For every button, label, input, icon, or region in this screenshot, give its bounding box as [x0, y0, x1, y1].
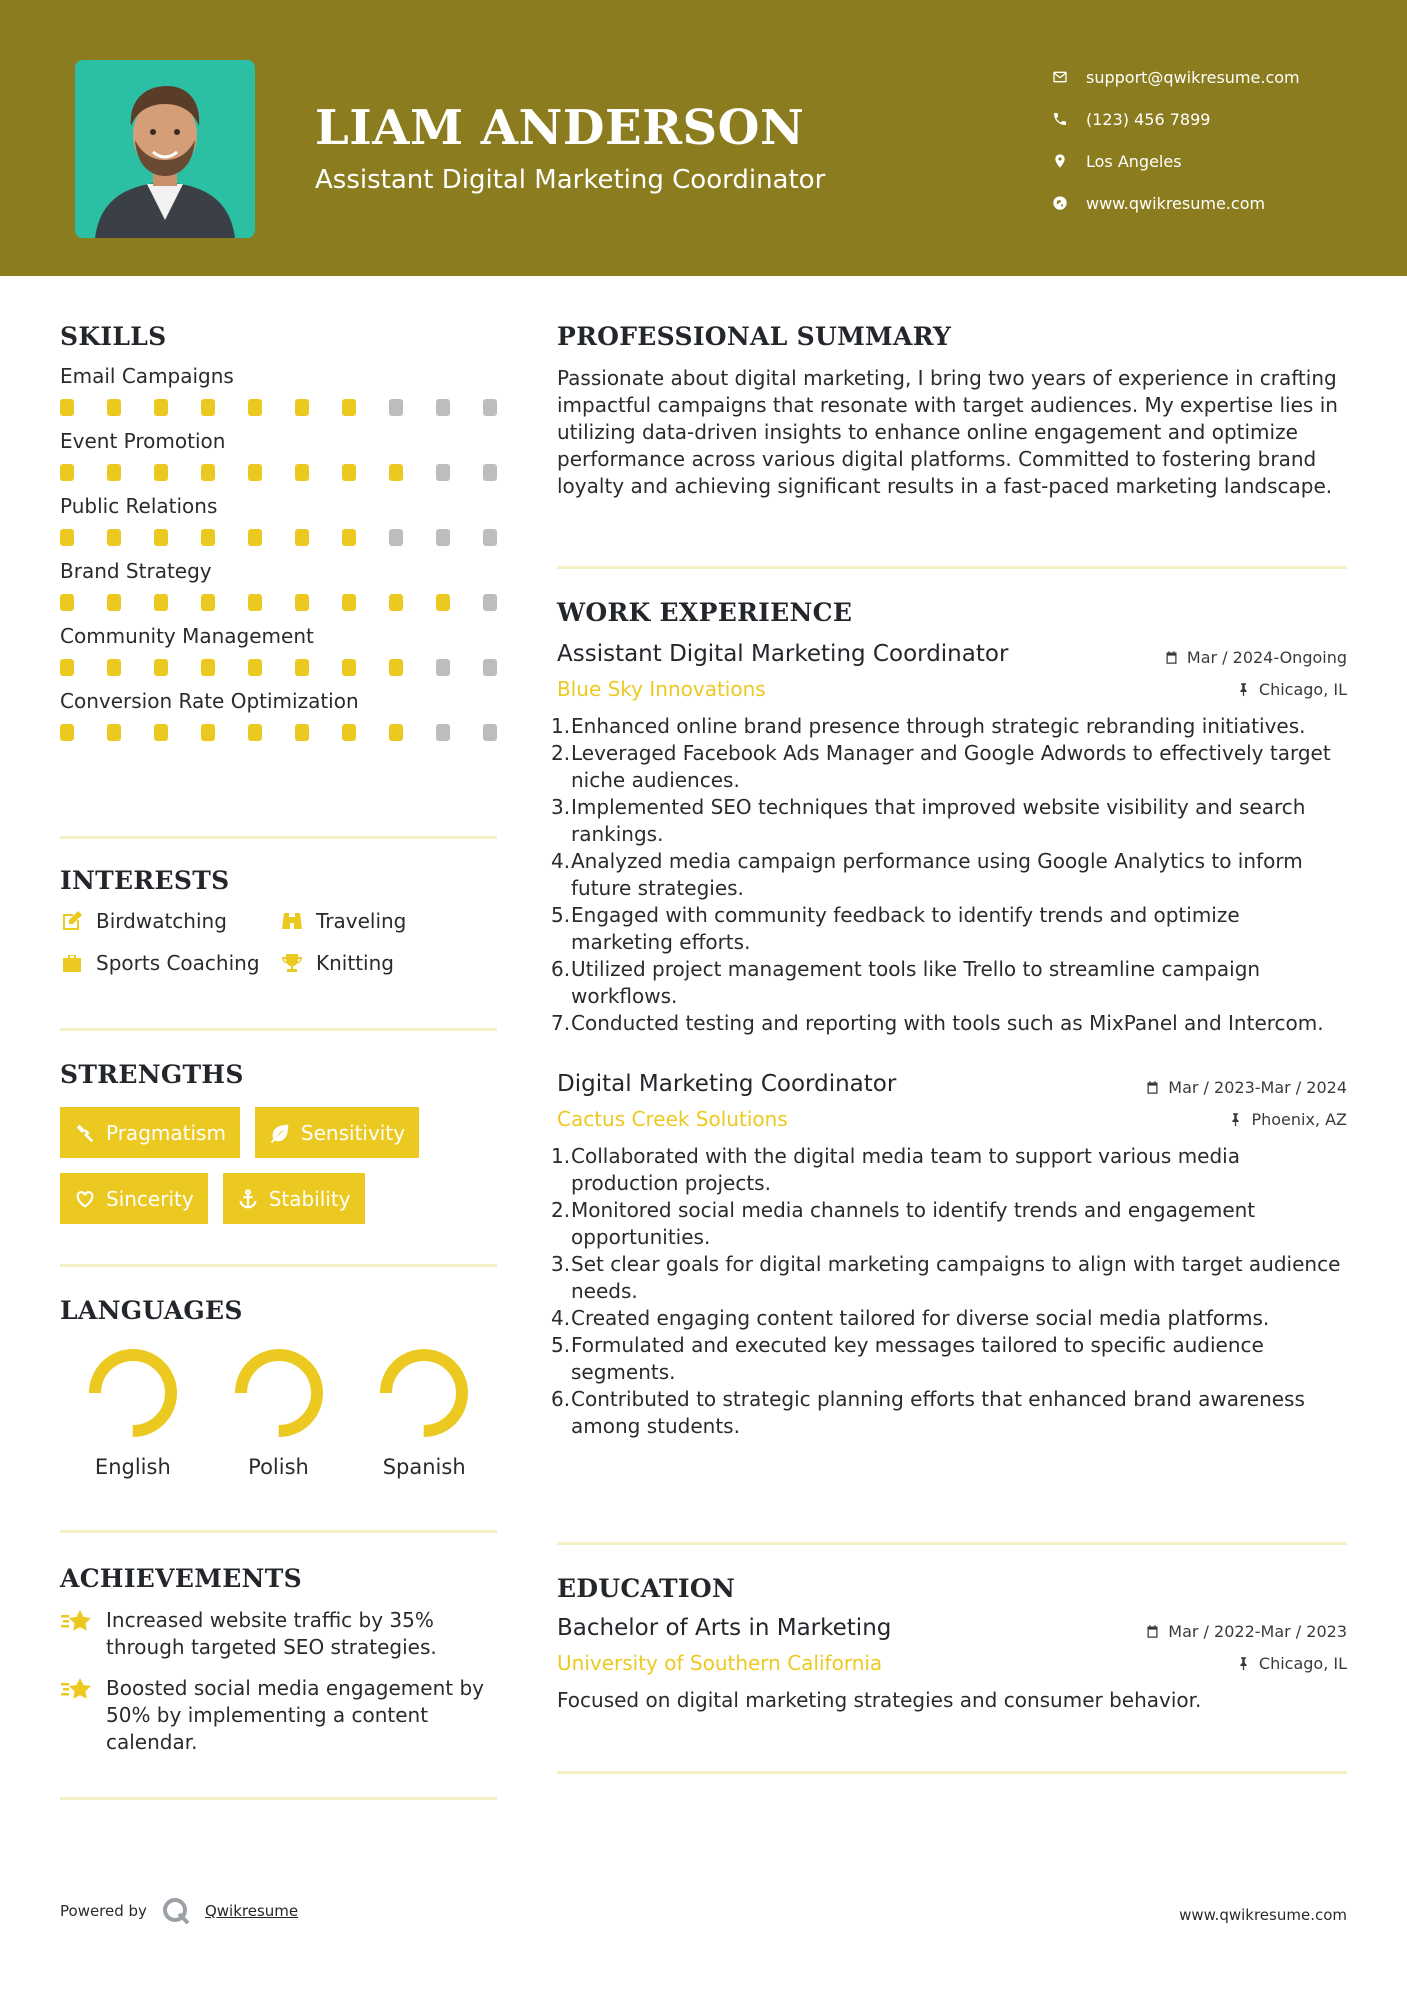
skills-list	[60, 361, 497, 741]
skill-name: Public Relations	[60, 494, 218, 518]
skill-name: Email Campaigns	[60, 364, 234, 388]
skill-name: Conversion Rate Optimization	[60, 689, 359, 713]
skill-name: Community Management	[60, 624, 314, 648]
rating-dot-filled	[295, 529, 309, 546]
bullet-number: 4.	[551, 1306, 571, 1330]
phone-icon	[1050, 109, 1070, 129]
job-company: Cactus Creek Solutions	[557, 1107, 788, 1131]
strength-label: Sincerity	[106, 1186, 194, 1211]
rating-dot-filled	[60, 659, 74, 676]
rating-dot-filled	[295, 464, 309, 481]
education-sub	[557, 1651, 1347, 1675]
rating-dot-filled	[154, 464, 168, 481]
education-section	[557, 1574, 1347, 1714]
skill-rating	[60, 464, 497, 481]
contact-website-text: www.qwikresume.com	[1086, 193, 1266, 213]
education-degree: Bachelor of Arts in Marketing	[557, 1615, 892, 1641]
job-bullet	[551, 848, 1347, 902]
language-name: Spanish	[382, 1455, 466, 1479]
rating-dot-filled	[154, 724, 168, 741]
contact-list	[1050, 56, 1380, 224]
language-level-gauge	[231, 1345, 327, 1441]
jobs-list	[551, 641, 1347, 1440]
interests-section	[60, 866, 497, 975]
interest-item	[280, 951, 500, 975]
language-item	[206, 1345, 352, 1479]
languages-list	[60, 1345, 497, 1479]
rating-dot-empty	[389, 399, 403, 416]
strength-label: Stability	[268, 1186, 351, 1211]
bullet-number: 5.	[551, 903, 571, 927]
rating-dot-filled	[389, 659, 403, 676]
contact-location-text: Los Angeles	[1086, 151, 1182, 171]
job-role: Digital Marketing Coordinator	[557, 1071, 897, 1097]
experience-title: WORK EXPERIENCE	[557, 598, 853, 627]
skill-name: Brand Strategy	[60, 559, 212, 583]
strength-chip	[60, 1173, 208, 1224]
interests-list	[60, 909, 497, 975]
rating-dot-filled	[342, 659, 356, 676]
contact-email-text: support@qwikresume.com	[1086, 67, 1300, 87]
interest-item	[60, 951, 280, 975]
divider	[60, 1797, 497, 1800]
pencil-square-icon	[60, 909, 84, 933]
strengths-section	[60, 1060, 497, 1224]
divider	[60, 1264, 497, 1267]
job-location-text: Phoenix, AZ	[1251, 1109, 1347, 1129]
rating-dot-empty	[436, 399, 450, 416]
binoculars-icon	[280, 909, 304, 933]
rating-dot-filled	[107, 724, 121, 741]
bullet-text: Utilized project management tools like Trello to streamline campaign workflows.	[571, 957, 1261, 1008]
calendar-icon	[1164, 650, 1179, 665]
skill-item	[60, 686, 497, 741]
achievement-item	[60, 1675, 497, 1756]
qwikresume-link[interactable]: Qwikresume	[204, 1902, 299, 1920]
job-bullet	[551, 740, 1347, 794]
interest-item	[280, 909, 500, 933]
rating-dot-filled	[342, 399, 356, 416]
rating-dot-empty	[483, 724, 497, 741]
job-dates	[1164, 648, 1347, 667]
skill-rating	[60, 399, 497, 416]
candidate-title: Assistant Digital Marketing Coordinator	[315, 165, 826, 195]
summary-text: Passionate about digital marketing, I bring two years of experience in crafting impactful campaigns that resonate with target audiences. My expertise lies in utilizing data-driven insights to enhance online engagement and optimize performance across various digital platforms. Committed to fostering brand loyalty and achieving significant results in a fast-paced marketing landscape.	[557, 366, 1338, 498]
bullet-number: 7.	[551, 1011, 571, 1035]
heart-icon	[74, 1188, 96, 1210]
bullet-number: 2.	[551, 1198, 571, 1222]
footer-branding	[60, 1896, 298, 1926]
bullet-number: 3.	[551, 1252, 571, 1276]
job-bullet	[551, 1386, 1347, 1440]
experience-section	[551, 598, 1347, 1440]
skills-section	[60, 322, 497, 741]
languages-section	[60, 1296, 497, 1479]
language-level-arc	[386, 1355, 462, 1431]
skill-item	[60, 556, 497, 611]
rating-dot-filled	[248, 464, 262, 481]
rating-dot-filled	[201, 464, 215, 481]
profile-photo	[75, 60, 255, 238]
education-title: EDUCATION	[557, 1574, 736, 1603]
rating-dot-filled	[154, 399, 168, 416]
powered-by-text: Powered by	[60, 1902, 147, 1920]
bullet-text: Analyzed media campaign performance using Google Analytics to inform future strategies.	[571, 849, 1303, 900]
pushpin-icon	[1236, 1656, 1251, 1671]
job-bullet	[551, 956, 1347, 1010]
job-dates-text: Mar / 2024-Ongoing	[1186, 648, 1347, 667]
interest-item	[60, 909, 280, 933]
language-item	[351, 1345, 497, 1479]
job-bullet	[551, 1251, 1347, 1305]
globe-icon	[1050, 193, 1070, 213]
candidate-name: LIAM ANDERSON	[315, 100, 805, 156]
rating-dot-filled	[154, 659, 168, 676]
strength-chip	[60, 1107, 240, 1158]
rating-dot-empty	[483, 659, 497, 676]
bullet-text: Set clear goals for digital marketing campaigns to align with target audience needs.	[571, 1252, 1341, 1303]
rating-dot-filled	[342, 724, 356, 741]
resume-header	[0, 0, 1407, 276]
divider	[557, 566, 1347, 569]
achievement-text: Boosted social media engagement by 50% by implementing a content calendar.	[106, 1676, 484, 1754]
job-head	[557, 1071, 1347, 1097]
job-bullets	[551, 1143, 1347, 1440]
achievement-item	[60, 1607, 497, 1661]
rating-dot-filled	[248, 659, 262, 676]
bullet-text: Enhanced online brand presence through strategic rebranding initiatives.	[571, 714, 1306, 738]
qwikresume-logo-icon	[161, 1896, 191, 1926]
rating-dot-filled	[248, 724, 262, 741]
job-bullet	[551, 1332, 1347, 1386]
education-location	[1236, 1654, 1347, 1673]
job-dates-text: Mar / 2023-Mar / 2024	[1168, 1078, 1347, 1097]
strengths-list	[60, 1107, 497, 1224]
job-sub	[557, 1107, 1347, 1131]
rating-dot-filled	[295, 659, 309, 676]
bullet-text: Conducted testing and reporting with tools such as MixPanel and Intercom.	[571, 1011, 1324, 1035]
rating-dot-filled	[201, 529, 215, 546]
skill-rating	[60, 594, 497, 611]
contact-phone[interactable]	[1050, 98, 1380, 140]
pushpin-icon	[1228, 1112, 1243, 1127]
divider	[557, 1771, 1347, 1774]
briefcase-icon	[60, 951, 84, 975]
rating-dot-filled	[60, 464, 74, 481]
language-level-arc	[241, 1355, 317, 1431]
rating-dot-filled	[295, 594, 309, 611]
job-role: Assistant Digital Marketing Coordinator	[557, 641, 1009, 667]
leaf-icon	[269, 1122, 291, 1144]
skill-item	[60, 621, 497, 676]
rating-dot-filled	[295, 399, 309, 416]
skill-rating	[60, 724, 497, 741]
bullet-number: 2.	[551, 741, 571, 765]
rating-dot-filled	[342, 529, 356, 546]
contact-phone-text: (123) 456 7899	[1086, 109, 1211, 129]
rating-dot-filled	[60, 594, 74, 611]
rating-dot-filled	[107, 529, 121, 546]
job-location	[1236, 680, 1347, 699]
bullet-text: Engaged with community feedback to identify trends and optimize marketing efforts.	[571, 903, 1240, 954]
rating-dot-empty	[483, 594, 497, 611]
rating-dot-empty	[389, 529, 403, 546]
strength-chip	[223, 1173, 365, 1224]
skills-title: SKILLS	[60, 322, 167, 351]
rating-dot-filled	[295, 724, 309, 741]
star-badge-icon	[60, 1607, 94, 1637]
rating-dot-empty	[436, 659, 450, 676]
rating-dot-filled	[201, 399, 215, 416]
bullet-text: Collaborated with the digital media team to support various media production projects.	[571, 1144, 1240, 1195]
skill-item	[60, 361, 497, 416]
language-level-arc	[95, 1355, 171, 1431]
strength-label: Sensitivity	[300, 1120, 406, 1145]
skill-item	[60, 491, 497, 546]
pushpin-icon	[1236, 682, 1251, 697]
rating-dot-empty	[436, 464, 450, 481]
job-bullet	[551, 1143, 1347, 1197]
trophy-icon	[280, 951, 304, 975]
job-bullet	[551, 713, 1347, 740]
job-bullet	[551, 1010, 1347, 1037]
bullet-number: 6.	[551, 957, 571, 981]
language-item	[60, 1345, 206, 1479]
gavel-icon	[74, 1122, 96, 1144]
rating-dot-empty	[483, 399, 497, 416]
bullet-text: Implemented SEO techniques that improved website visibility and search rankings.	[571, 795, 1306, 846]
summary-section	[557, 322, 1347, 500]
contact-website[interactable]	[1050, 182, 1380, 224]
rating-dot-empty	[436, 529, 450, 546]
language-name: Polish	[248, 1455, 309, 1479]
education-head	[557, 1615, 1347, 1641]
language-level-gauge	[85, 1345, 181, 1441]
interest-label: Sports Coaching	[96, 951, 260, 975]
rating-dot-filled	[201, 594, 215, 611]
job-bullet	[551, 1305, 1347, 1332]
strength-chip	[255, 1107, 419, 1158]
interest-label: Birdwatching	[96, 909, 227, 933]
divider	[557, 1542, 1347, 1545]
education-dates-text: Mar / 2022-Mar / 2023	[1168, 1622, 1347, 1641]
rating-dot-empty	[436, 724, 450, 741]
rating-dot-filled	[60, 399, 74, 416]
envelope-icon	[1050, 67, 1070, 87]
bullet-number: 5.	[551, 1333, 571, 1357]
strengths-title: STRENGTHS	[60, 1060, 244, 1089]
bullet-text: Contributed to strategic planning efforts that enhanced brand awareness among students.	[571, 1387, 1305, 1438]
rating-dot-filled	[389, 724, 403, 741]
education-description: Focused on digital marketing strategies and consumer behavior.	[557, 1688, 1202, 1712]
language-level-gauge	[376, 1345, 472, 1441]
job-bullets	[551, 713, 1347, 1037]
interest-label: Knitting	[316, 951, 394, 975]
rating-dot-filled	[107, 399, 121, 416]
rating-dot-filled	[154, 594, 168, 611]
footer-url[interactable]: www.qwikresume.com	[1179, 1906, 1347, 1924]
rating-dot-empty	[483, 529, 497, 546]
rating-dot-filled	[201, 724, 215, 741]
rating-dot-filled	[248, 399, 262, 416]
rating-dot-filled	[154, 529, 168, 546]
job-bullet	[551, 902, 1347, 956]
divider	[60, 1530, 497, 1533]
rating-dot-filled	[107, 659, 121, 676]
strength-label: Pragmatism	[106, 1120, 226, 1145]
bullet-number: 6.	[551, 1387, 571, 1411]
person-portrait-icon	[75, 60, 255, 238]
job-entry	[551, 641, 1347, 1037]
job-dates	[1145, 1078, 1347, 1097]
summary-title: PROFESSIONAL SUMMARY	[557, 322, 952, 351]
bullet-text: Monitored social media channels to identify trends and engagement opportunities.	[571, 1198, 1256, 1249]
job-head	[557, 641, 1347, 667]
interests-title: INTERESTS	[60, 866, 230, 895]
education-school: University of Southern California	[557, 1651, 883, 1675]
divider	[60, 1028, 497, 1031]
language-name: English	[94, 1455, 171, 1479]
bullet-text: Leveraged Facebook Ads Manager and Google Adwords to effectively target niche audiences.	[571, 741, 1331, 792]
rating-dot-filled	[107, 594, 121, 611]
calendar-icon	[1145, 1624, 1160, 1639]
skill-item	[60, 426, 497, 481]
skill-rating	[60, 529, 497, 546]
achievements-section	[60, 1564, 497, 1756]
bullet-number: 1.	[551, 714, 571, 738]
achievement-text: Increased website traffic by 35% through targeted SEO strategies.	[106, 1608, 437, 1659]
bullet-number: 1.	[551, 1144, 571, 1168]
bullet-number: 3.	[551, 795, 571, 819]
rating-dot-filled	[342, 594, 356, 611]
contact-location	[1050, 140, 1380, 182]
star-badge-icon	[60, 1675, 94, 1705]
skill-rating	[60, 659, 497, 676]
calendar-icon	[1145, 1080, 1160, 1095]
rating-dot-empty	[483, 464, 497, 481]
bullet-number: 4.	[551, 849, 571, 873]
rating-dot-filled	[107, 464, 121, 481]
job-sub	[557, 677, 1347, 701]
achievements-title: ACHIEVEMENTS	[60, 1564, 302, 1593]
skill-name: Event Promotion	[60, 429, 226, 453]
job-location	[1228, 1110, 1347, 1129]
job-location-text: Chicago, IL	[1258, 679, 1347, 699]
rating-dot-filled	[389, 594, 403, 611]
interest-label: Traveling	[316, 909, 407, 933]
job-entry	[551, 1071, 1347, 1440]
job-company: Blue Sky Innovations	[557, 677, 766, 701]
rating-dot-filled	[201, 659, 215, 676]
education-dates	[1145, 1622, 1347, 1641]
languages-title: LANGUAGES	[60, 1296, 243, 1325]
rating-dot-filled	[436, 594, 450, 611]
bullet-text: Created engaging content tailored for diverse social media platforms.	[571, 1306, 1270, 1330]
job-bullet	[551, 794, 1347, 848]
contact-email[interactable]	[1050, 56, 1380, 98]
anchor-icon	[237, 1188, 259, 1210]
rating-dot-filled	[342, 464, 356, 481]
rating-dot-filled	[389, 464, 403, 481]
divider	[60, 836, 497, 839]
rating-dot-filled	[248, 529, 262, 546]
rating-dot-filled	[248, 594, 262, 611]
bullet-text: Formulated and executed key messages tailored to specific audience segments.	[571, 1333, 1264, 1384]
rating-dot-filled	[60, 724, 74, 741]
rating-dot-filled	[60, 529, 74, 546]
job-bullet	[551, 1197, 1347, 1251]
location-pin-icon	[1050, 151, 1070, 171]
education-location-text: Chicago, IL	[1258, 1653, 1347, 1673]
